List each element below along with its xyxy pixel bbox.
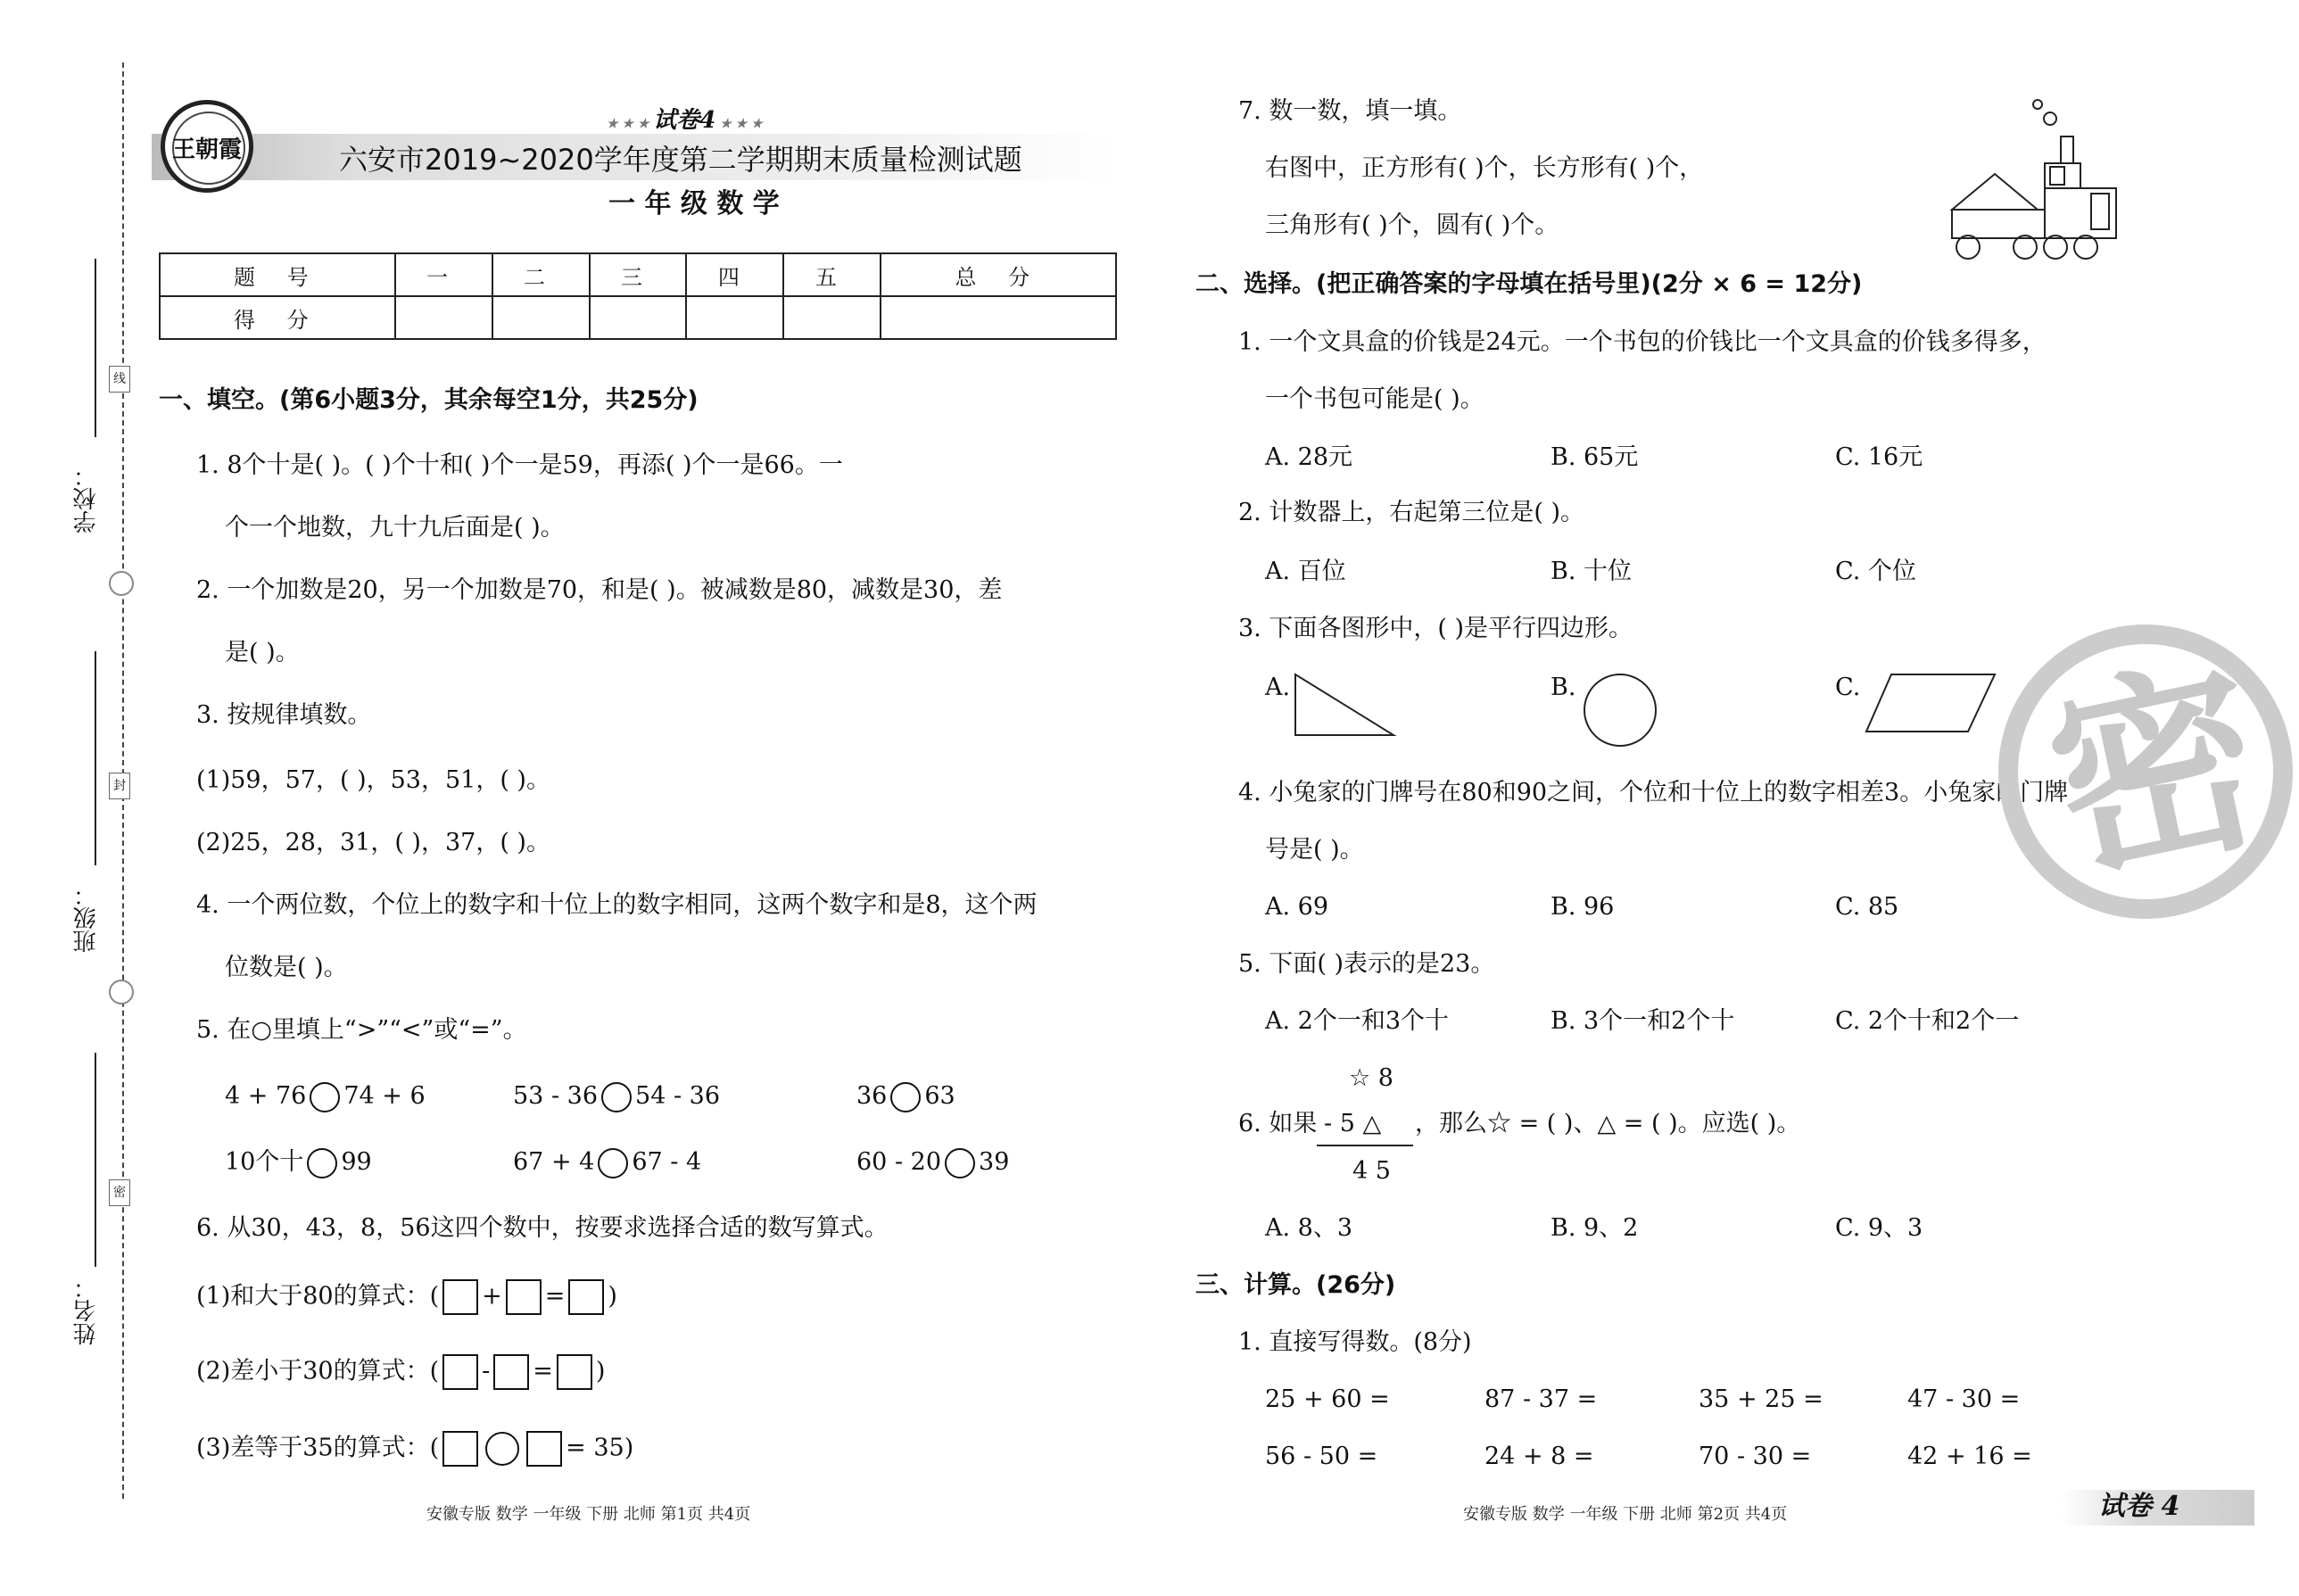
score-header: 五 xyxy=(783,253,881,296)
q6-sub1: (1)和大于80的算式：( + = ) xyxy=(196,1279,617,1315)
q1-line1: 1. 8个十是( )。( )个十和( )个一是59，再添( )个一是66。一 xyxy=(196,451,843,479)
score-cell[interactable] xyxy=(492,296,590,339)
answer-box[interactable] xyxy=(442,1354,478,1390)
answer-box[interactable] xyxy=(493,1354,529,1390)
compare-circle[interactable] xyxy=(307,1148,337,1178)
calc-item: 42 + 16 = xyxy=(1907,1443,2032,1470)
option-a[interactable]: A. 69 xyxy=(1265,893,1329,921)
q7-line1: 右图中，正方形有( )个，长方形有( )个， xyxy=(1265,154,1704,182)
answer-box[interactable] xyxy=(557,1354,592,1390)
compare-circle[interactable] xyxy=(598,1148,628,1178)
score-header: 一 xyxy=(395,253,492,296)
q7-line2: 三角形有( )个，圆有( )个。 xyxy=(1265,211,1559,239)
option-a[interactable]: A. 2个一和3个十 xyxy=(1265,1007,1450,1035)
class-label: 班级： xyxy=(73,883,100,953)
c1-line1: 1. 一个文具盒的价钱是24元。一个书包的价钱比一个文具盒的价钱多得多， xyxy=(1238,328,2047,356)
c1-line2: 一个书包可能是( )。 xyxy=(1265,385,1484,413)
q3-sub2: (2)25，28，31，( )，37，( )。 xyxy=(196,829,550,856)
seal-feng: 封 xyxy=(109,773,130,799)
compare-circle[interactable] xyxy=(310,1082,340,1112)
binding-ring-icon xyxy=(109,571,134,596)
score-cell[interactable] xyxy=(783,296,881,339)
name-label: 姓名： xyxy=(73,1276,100,1345)
q6-title: 6. 从30，43，8，56这四个数中，按要求选择合适的数写算式。 xyxy=(196,1214,889,1242)
c3-line: 3. 下面各图形中，( )是平行四边形。 xyxy=(1238,615,1633,642)
q2-line2: 是( )。 xyxy=(225,639,300,666)
score-row-label: 得 分 xyxy=(160,296,395,339)
section-1-title: 一、填空。(第6小题3分，其余每空1分，共25分) xyxy=(159,386,699,414)
option-a[interactable]: A. 8、3 xyxy=(1265,1214,1353,1242)
binding-ring-icon xyxy=(109,980,134,1005)
c6-result-row: 4 5 xyxy=(1352,1157,1391,1185)
circle-shape xyxy=(1581,671,1659,749)
q6-sub2: (2)差小于30的算式：( - = ) xyxy=(196,1354,605,1390)
q2-line1: 2. 一个加数是20，另一个加数是70，和是( )。被减数是80，减数是30，差 xyxy=(196,576,1003,604)
compare-item: 10个十 99 xyxy=(225,1147,372,1178)
c6-mid-row: - 5 △ xyxy=(1324,1110,1382,1137)
page-subtitle: 一 年 级 数 学 xyxy=(608,188,780,219)
compare-item: 67 + 4 67 - 4 xyxy=(513,1147,701,1178)
section-3-title: 三、计算。(26分) xyxy=(1195,1271,1396,1299)
option-b[interactable]: B. 9、2 xyxy=(1551,1214,1639,1242)
option-b[interactable]: B. 96 xyxy=(1551,893,1615,921)
q7-title: 7. 数一数，填一填。 xyxy=(1238,97,1462,125)
k1-title: 1. 直接写得数。(8分) xyxy=(1238,1328,1472,1356)
compare-circle[interactable] xyxy=(890,1082,921,1112)
c6-pre: 6. 如果 xyxy=(1238,1110,1318,1137)
calc-item: 47 - 30 = xyxy=(1907,1385,2021,1413)
answer-box[interactable] xyxy=(442,1279,478,1315)
option-c[interactable]: C. xyxy=(1835,674,1861,701)
score-table xyxy=(159,252,1117,340)
q3-sub1: (1)59，57，( )，53，51，( )。 xyxy=(196,766,550,794)
answer-box[interactable] xyxy=(506,1279,542,1315)
calc-item: 56 - 50 = xyxy=(1265,1443,1378,1470)
operator-circle[interactable] xyxy=(485,1432,519,1466)
option-c[interactable]: C. 2个十和2个一 xyxy=(1835,1007,2020,1035)
school-line xyxy=(95,259,96,437)
compare-item: 53 - 36 54 - 36 xyxy=(513,1081,720,1112)
right-triangle-shape xyxy=(1292,671,1399,739)
q6-sub3: (3)差等于35的算式：( = 35) xyxy=(196,1431,633,1467)
c4-line1: 4. 小兔家的门牌号在80和90之间，个位和十位上的数字相差3。小兔家的门牌 xyxy=(1238,779,2069,806)
score-cell[interactable] xyxy=(881,296,1116,339)
q5-title: 5. 在○里填上“>”“<”或“=”。 xyxy=(196,1016,527,1044)
section-2-title: 二、选择。(把正确答案的字母填在括号里)(2分 × 6 = 12分) xyxy=(1195,270,1863,298)
score-header: 三 xyxy=(590,253,687,296)
seal-mi: 密 xyxy=(109,1179,130,1206)
score-cell[interactable] xyxy=(395,296,492,339)
paper-tag: ★ ★ ★ 试卷4 ★ ★ ★ xyxy=(607,107,763,134)
c6-post: ，那么☆ = ( )、△ = ( )。应选( )。 xyxy=(1415,1110,1801,1137)
option-c[interactable]: C. 85 xyxy=(1835,893,1899,921)
calc-item: 87 - 37 = xyxy=(1484,1385,1598,1413)
score-header: 总 分 xyxy=(881,253,1116,296)
score-header: 四 xyxy=(686,253,783,296)
q3-title: 3. 按规律填数。 xyxy=(196,701,372,729)
page-title: 六安市2019~2020学年度第二学期期末质量检测试题 xyxy=(339,143,1022,177)
option-c[interactable]: C. 个位 xyxy=(1835,558,1916,585)
c6-top-row: ☆ 8 xyxy=(1349,1064,1393,1092)
calc-item: 25 + 60 = xyxy=(1265,1385,1390,1413)
score-cell[interactable] xyxy=(590,296,687,339)
option-b[interactable]: B. xyxy=(1551,674,1576,701)
score-header: 二 xyxy=(492,253,590,296)
option-a[interactable]: A. xyxy=(1265,674,1291,701)
calc-item: 24 + 8 = xyxy=(1484,1443,1594,1470)
seal-xian: 线 xyxy=(109,366,130,393)
option-b[interactable]: B. 3个一和2个十 xyxy=(1551,1007,1735,1035)
calc-item: 70 - 30 = xyxy=(1699,1443,1812,1470)
train-figure xyxy=(1945,94,2123,263)
answer-box[interactable] xyxy=(442,1431,478,1467)
option-a[interactable]: A. 28元 xyxy=(1265,443,1353,471)
compare-item: 60 - 20 39 xyxy=(856,1147,1009,1178)
calc-item: 35 + 25 = xyxy=(1699,1385,1823,1413)
answer-box[interactable] xyxy=(526,1431,562,1467)
c6-rule xyxy=(1317,1145,1413,1146)
footer-right: 安徽专版 数学 一年级 下册 北师 第2页 共4页 xyxy=(1463,1505,1788,1524)
c4-line2: 号是( )。 xyxy=(1265,836,1364,864)
c5-line: 5. 下面( )表示的是23。 xyxy=(1238,950,1495,978)
option-c[interactable]: C. 9、3 xyxy=(1835,1214,1923,1242)
compare-item: 36 63 xyxy=(856,1081,955,1112)
compare-circle[interactable] xyxy=(601,1082,632,1112)
compare-circle[interactable] xyxy=(945,1148,975,1178)
option-b[interactable]: B. 65元 xyxy=(1551,443,1639,471)
score-header: 题 号 xyxy=(160,253,395,296)
footer-left: 安徽专版 数学 一年级 下册 北师 第1页 共4页 xyxy=(426,1505,751,1524)
class-line xyxy=(95,651,96,865)
c2-line: 2. 计数器上，右起第三位是( )。 xyxy=(1238,499,1584,526)
option-b[interactable]: B. 十位 xyxy=(1551,558,1633,585)
name-line xyxy=(95,1053,96,1267)
school-label: 学校： xyxy=(73,464,100,533)
corner-tag: 试卷 4 xyxy=(2098,1491,2180,1522)
compare-item: 4 + 76 74 + 6 xyxy=(225,1081,426,1112)
answer-box[interactable] xyxy=(568,1279,604,1315)
q4-line1: 4. 一个两位数，个位上的数字和十位上的数字相同，这两个数字和是8，这个两 xyxy=(196,891,1038,919)
option-c[interactable]: C. 16元 xyxy=(1835,443,1923,471)
secret-stamp: 密 xyxy=(1998,624,2293,919)
logo-seal xyxy=(161,100,253,193)
score-cell[interactable] xyxy=(686,296,783,339)
q4-line2: 位数是( )。 xyxy=(225,954,348,981)
q1-line2: 个一个地数，九十九后面是( )。 xyxy=(225,514,565,542)
logo-text: 王朝霞 xyxy=(171,136,242,163)
parallelogram-shape xyxy=(1865,671,1998,735)
option-a[interactable]: A. 百位 xyxy=(1265,558,1346,585)
